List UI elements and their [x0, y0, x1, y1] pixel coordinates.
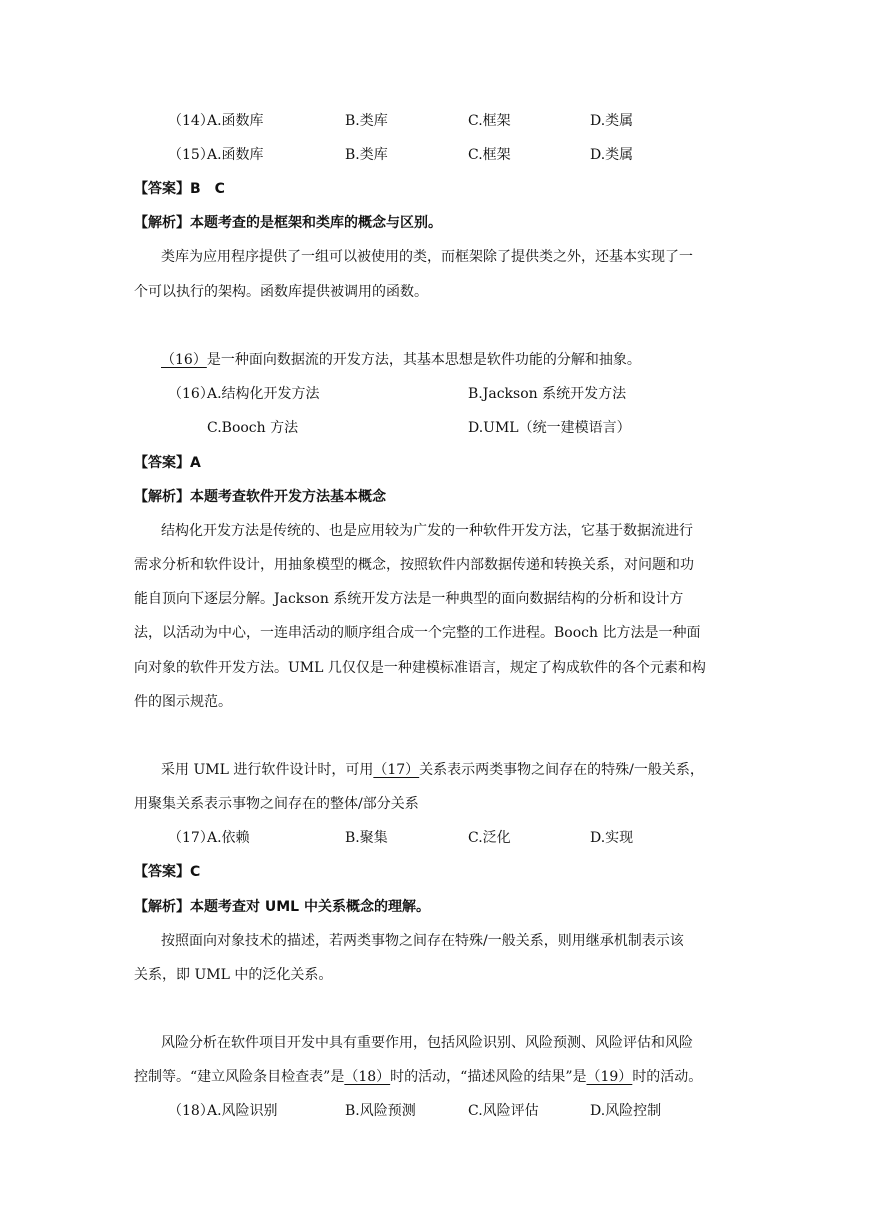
explanation-title: 本题考查的是框架和类库的概念与区别。 — [190, 215, 442, 231]
answer-block-2 — [134, 453, 201, 473]
explanation-2-line-3: 能自顶向下逐层分解。Jackson 系统开发方法是一种典型的面向数据结构的分析和设计方 — [134, 591, 684, 607]
q17-option-a: A.依赖 — [207, 830, 250, 846]
answer-block-3 — [134, 862, 200, 882]
q18-option-b: B.风险预测 — [345, 1103, 416, 1119]
q18-stem-line-2 — [134, 1067, 702, 1087]
q17-option-c: C.泛化 — [468, 830, 511, 846]
explanation-label: 【解析】 — [134, 215, 190, 231]
q17-stem-line-1 — [161, 760, 704, 780]
q15-option-c: C.框架 — [468, 147, 511, 163]
explanation-title: 本题考查软件开发方法基本概念 — [190, 489, 386, 505]
q17-stem-pre: 采用 UML 进行软件设计时，可用 — [161, 762, 374, 778]
q18-stem-line-1: 风险分析在软件项目开发中具有重要作用，包括风险识别、风险预测、风险评估和风险 — [161, 1035, 693, 1051]
answer-label: 【答案】 — [134, 864, 190, 880]
q16-blank: （16） — [161, 352, 207, 368]
q14-option-b: B.类库 — [345, 113, 388, 129]
q15-option-d: D.类属 — [590, 147, 634, 163]
q18-stem-mid: 时的活动，“描述风险的结果”是 — [390, 1069, 587, 1085]
q15-number: （15） — [168, 147, 214, 163]
q17-number: （17） — [168, 830, 214, 846]
q18-stem-post: 时的活动。 — [632, 1069, 703, 1085]
explanation-2-line-5: 向对象的软件开发方法。UML 几仅仅是一种建模标准语言，规定了构成软件的各个元素和构 — [134, 660, 706, 676]
q15-option-a: A.函数库 — [207, 147, 264, 163]
q16-number: （16） — [168, 386, 214, 402]
answer-value: C — [190, 864, 201, 880]
explanation-3-line-2: 关系，即 UML 中的泛化关系。 — [134, 967, 333, 983]
explanation-3-line-1: 按照面向对象技术的描述，若两类事物之间存在特殊/一般关系，则用继承机制表示该 — [161, 933, 684, 949]
q17-stem-post: 关系表示两类事物之间存在的特殊/一般关系， — [419, 762, 704, 778]
answer-block-1 — [134, 179, 225, 199]
q14-option-a: A.函数库 — [207, 113, 264, 129]
q17-option-b: B.聚集 — [345, 830, 388, 846]
q17-stem-line-2: 用聚集关系表示事物之间存在的整体/部分关系 — [134, 796, 419, 812]
explanation-2-line-4: 法，以活动为中心，一连串活动的顺序组合成一个完整的工作进程。Booch 比方法是一种面 — [134, 625, 701, 641]
explanation-heading-1 — [134, 213, 442, 233]
q18-option-c: C.风险评估 — [468, 1103, 539, 1119]
explanation-label: 【解析】 — [134, 489, 190, 505]
q17-blank: （17） — [373, 762, 420, 778]
q16-option-c: C.Booch 方法 — [207, 420, 299, 436]
q18-option-a: A.风险识别 — [207, 1103, 278, 1119]
explanation-2-line-2: 需求分析和软件设计，用抽象模型的概念，按照软件内部数据传递和转换关系，对问题和功 — [134, 557, 694, 573]
q18-number: （18） — [168, 1103, 214, 1119]
answer-label: 【答案】 — [134, 181, 190, 197]
q16-stem — [161, 350, 641, 370]
q18-option-d: D.风险控制 — [590, 1103, 662, 1119]
q14-number: （14） — [168, 113, 214, 129]
q16-stem-text: 是一种面向数据流的开发方法，其基本思想是软件功能的分解和抽象。 — [206, 352, 641, 368]
explanation-heading-3 — [134, 897, 430, 917]
answer-label: 【答案】 — [134, 455, 190, 471]
answer-value: A — [190, 455, 201, 471]
explanation-label: 【解析】 — [134, 899, 190, 915]
explanation-heading-2 — [134, 487, 386, 507]
q15-option-b: B.类库 — [345, 147, 388, 163]
explanation-2-line-1: 结构化开发方法是传统的、也是应用较为广发的一种软件开发方法，它基于数据流进行 — [161, 523, 693, 539]
q19-blank: （19） — [586, 1069, 633, 1085]
q18-blank: （18） — [344, 1069, 391, 1085]
q14-option-c: C.框架 — [468, 113, 511, 129]
q18-stem-pre: 控制等。“建立风险条目检查表”是 — [134, 1069, 345, 1085]
q14-option-d: D.类属 — [590, 113, 634, 129]
explanation-1-line-2: 个可以执行的架构。函数库提供被调用的函数。 — [134, 284, 428, 300]
q16-option-a: A.结构化开发方法 — [207, 386, 320, 402]
explanation-title: 本题考查对 UML 中关系概念的理解。 — [190, 899, 430, 915]
explanation-2-line-6: 件的图示规范。 — [134, 694, 232, 710]
q16-option-b: B.Jackson 系统开发方法 — [468, 386, 627, 402]
q17-option-d: D.实现 — [590, 830, 634, 846]
explanation-1-line-1: 类库为应用程序提供了一组可以被使用的类，而框架除了提供类之外，还基本实现了一 — [161, 249, 693, 265]
answer-value: B C — [190, 181, 225, 197]
q16-option-d: D.UML（统一建模语言） — [468, 420, 631, 436]
